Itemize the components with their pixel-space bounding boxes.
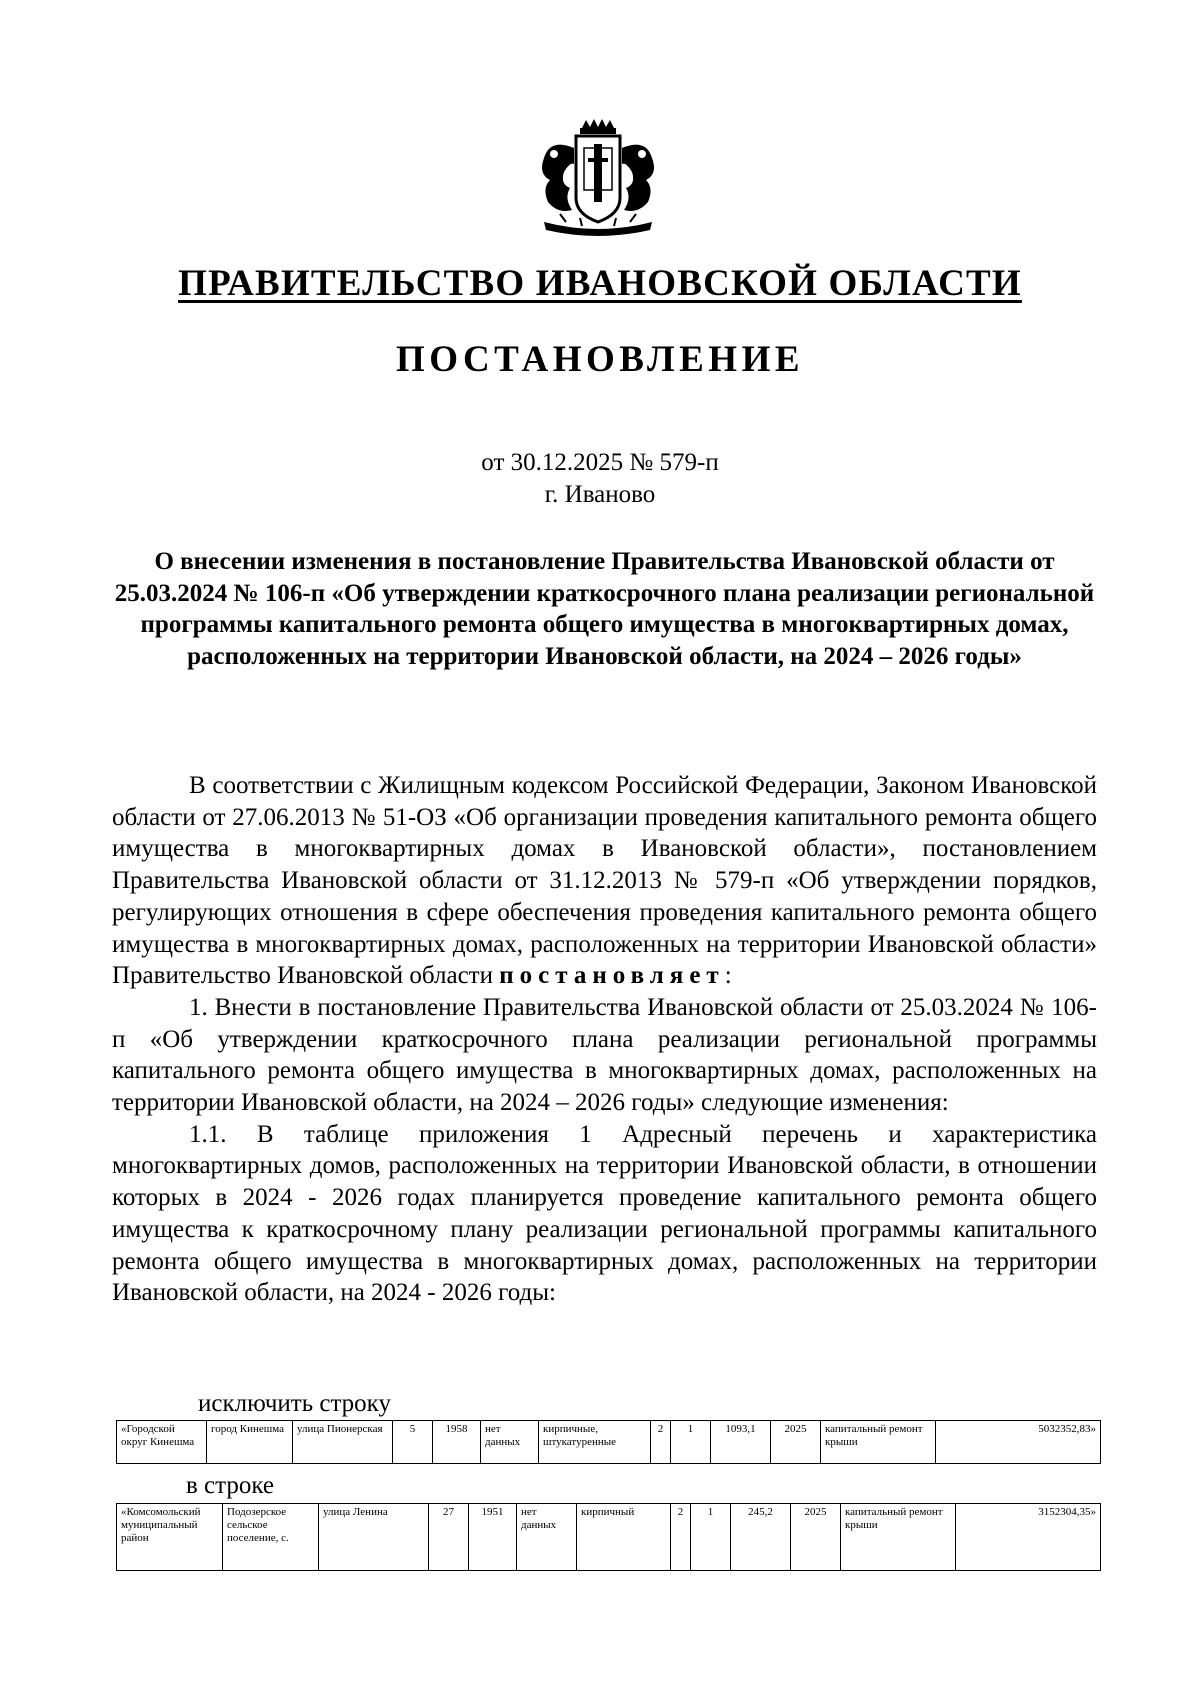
table-cell: 1 [671, 1421, 711, 1464]
table-cell: улица Ленина [319, 1504, 429, 1571]
coat-of-arms-icon [520, 118, 676, 242]
government-title: ПРАВИТЕЛЬСТВО ИВАНОВСКОЙ ОБЛАСТИ [178, 263, 1022, 304]
table-cell: «Комсомольский муниципальный район [117, 1504, 223, 1571]
table-cell: город Кинешма [207, 1421, 293, 1464]
document-date-number: от 30.12.2025 № 579-п [481, 449, 719, 476]
table-cell: 1958 [433, 1421, 481, 1464]
table-cell: Подозерское сельское поселение, с. [223, 1504, 319, 1571]
table-cell: 1951 [469, 1504, 517, 1571]
table-row [117, 1421, 1101, 1464]
table-cell: 245,2 [731, 1504, 791, 1571]
table-cell: кирпичный [577, 1504, 671, 1571]
table-cell: «Городской округ Кинешма [117, 1421, 207, 1464]
paragraph-item-1-1: 1.1. В таблице приложения 1 Адресный перечень и характеристика многоквартирных домов, расположенных на территории Ивановской области, в отношении которых в 2024 - 2026 годах планируется проведение капитального ремонта общего имущества к краткосрочному плану реализации региональной программы капитального ремонта общего имущества в многоквартирных домах, расположенных на территории Ивановской области, на 2024 - 2026 годы: [112, 1120, 1097, 1307]
excluded-row-table [116, 1420, 1101, 1464]
table-cell: капитальный ремонт крыши [821, 1421, 936, 1464]
table-row [117, 1504, 1101, 1571]
document-city: г. Иваново [544, 481, 656, 508]
exclude-row-label: исключить строку [198, 1390, 391, 1417]
table-cell: 2 [651, 1421, 671, 1464]
table-cell: 2025 [791, 1504, 841, 1571]
document-type: ПОСТАНОВЛЕНИЕ [395, 339, 805, 380]
paragraph-item-1: 1. Внести в постановление Правительства Ивановской области от 25.03.2024 № 106-п «Об утверждении краткосрочного плана реализации региональной программы капитального ремонта общего имущества в многоквартирных домах, расположенных на территории Ивановской области, на 2024 – 2026 годы» следующие изменения: [112, 993, 1097, 1117]
paragraph-preamble: В соответствии с Жилищным кодексом Российской Федерации, Законом Ивановской области от 27.06.2013 № 51-ОЗ «Об организации проведения капитального ремонта общего имущества в многоквартирных домах в Ивановской области», постановлением Правительства Ивановской области от 31.12.2013 № 579-п «Об утверждении порядков, регулирующих отношения в сфере обеспечения проведения капитального ремонта общего имущества в многоквартирных домах, расположенных на территории Ивановской области» Правительство Ивановской области постановляет: [112, 772, 1097, 990]
table-cell: улица Пионерская [293, 1421, 393, 1464]
table-cell: кирпичные, штукатуренные [539, 1421, 651, 1464]
in-row-label: в строке [186, 1472, 275, 1499]
table-cell: 27 [429, 1504, 469, 1571]
table-cell: капитальный ремонт крыши [841, 1504, 956, 1571]
table-cell: 5032352,83» [936, 1421, 1101, 1464]
table-cell: нет данных [481, 1421, 539, 1464]
document-body [112, 770, 1097, 1309]
table-cell: 3152304,35» [956, 1504, 1101, 1571]
table-cell: 1 [691, 1504, 731, 1571]
table-cell: 2 [671, 1504, 691, 1571]
resolves-word: постановляет [499, 962, 725, 990]
table-cell: нет данных [517, 1504, 577, 1571]
table-cell: 1093,1 [711, 1421, 771, 1464]
table-cell: 5 [393, 1421, 433, 1464]
table-cell: 2025 [771, 1421, 821, 1464]
document-heading: О внесении изменения в постановление Правительства Ивановской области от 25.03.2024 № 106-п «Об утверждении краткосрочного плана реализации региональной программы капитального ремонта общего имущества в многоквартирных домах, расположенных на территории Ивановской области, на 2024 – 2026 годы» [114, 548, 1095, 670]
in-row-table [116, 1503, 1101, 1571]
